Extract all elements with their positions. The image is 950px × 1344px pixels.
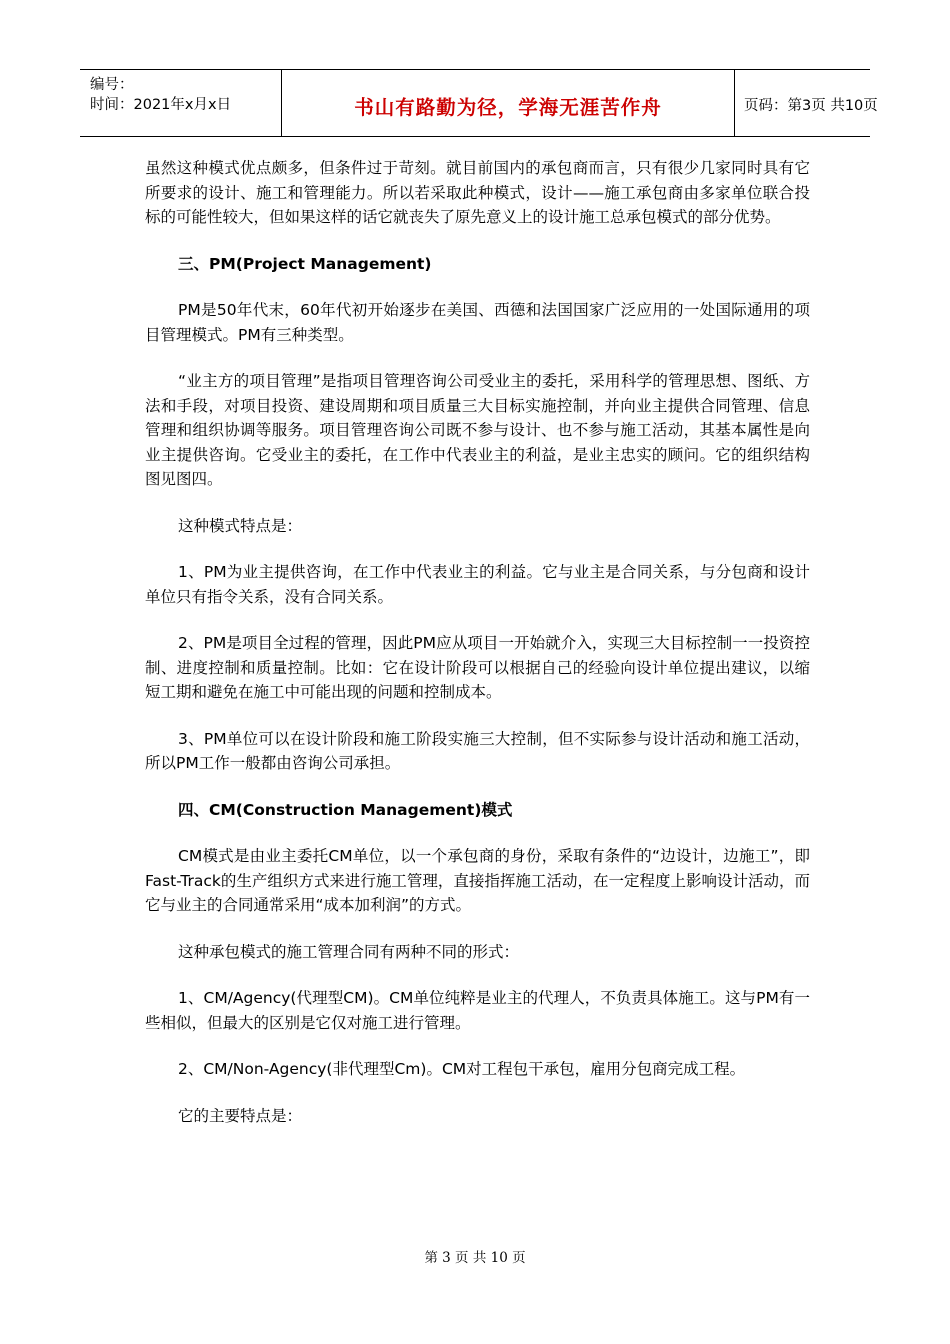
paragraph-continued: 虽然这种模式优点颇多，但条件过于苛刻。就目前国内的承包商而言，只有很少几家同时具有它所要求的设计、施工和管理能力。所以若采取此种模式，设计——施工承包商由多家单位联合投标的可能性较大，但如果这样的话它就丧失了原先意义上的设计施工总承包模式的部分优势。 (145, 159, 810, 226)
page-header-table (80, 69, 878, 137)
paragraph-owner-pm: “业主方的项目管理”是指项目管理咨询公司受业主的委托，采用科学的管理思想、图纸、方法和手段，对项目投资、建设周期和项目质量三大目标实施控制，并向业主提供合同管理、信息管理和组织协调等服务。项目管理咨询公司既不参与设计、也不参与施工活动，其基本属性是向业主提供咨询。它受业主的委托，在工作中代表业主的利益，是业主忠实的顾问。它的组织结构图见图四。 (145, 372, 810, 488)
paragraph-cm-agency: 1、CM/Agency(代理型CM)。CM单位纯粹是业主的代理人，不负责具体施工。这与PM有一些相似，但最大的区别是它仅对施工进行管理。 (145, 989, 810, 1032)
paragraph-pm-intro: PM是50年代末，60年代初开始逐步在美国、西德和法国国家广泛应用的一处国际通用的项目管理模式。PM有三种类型。 (145, 301, 810, 344)
page-footer: 第 3 页 共 10 页 (424, 1250, 526, 1266)
date-line: 时间：2021年x月x日 (90, 97, 232, 113)
paragraph-cm-intro: CM模式是由业主委托CM单位，以一个承包商的身份，采取有条件的“边设计，边施工”，即Fast-Track的生产组织方式来进行施工管理，直接指挥施工活动，在一定程度上影响设计活动，而它与业主的合同通常采用“成本加利润”的方式。 (145, 847, 810, 914)
paragraph-feature-2: 2、PM是项目全过程的管理，因此PM应从项目一开始就介入，实现三大目标控制一一投资控制、进度控制和质量控制。比如：它在设计阶段可以根据自己的经验向设计单位提出建议，以缩短工期和避免在施工中可能出现的问题和控制成本。 (145, 634, 810, 701)
section-heading-pm: 三、PM(Project Management) (178, 254, 432, 273)
paragraph-cm-non-agency: 2、CM/Non-Agency(非代理型Cm)。CM对工程包干承包，雇用分包商完成工程。 (178, 1060, 746, 1078)
paragraph-features-intro: 这种模式特点是： (178, 516, 303, 535)
header-page-number: 页码：第3页 共10页 (744, 98, 878, 114)
paragraph-feature-3: 3、PM单位可以在设计阶段和施工阶段实施三大控制，但不实际参与设计活动和施工活动，所以PM工作一般都由咨询公司承担。 (145, 729, 810, 772)
document-body (145, 156, 810, 1128)
section-heading-cm: 四、CM(Construction Management)模式 (178, 800, 513, 819)
header-info-cell (80, 70, 282, 136)
header-motto: 书山有路勤为径，学海无涯苦作舟 (354, 96, 662, 119)
serial-number-label: 编号： (90, 77, 134, 93)
header-page-cell (735, 70, 878, 136)
paragraph-feature-1: 1、PM为业主提供咨询，在工作中代表业主的利益。它与业主是合同关系，与分包商和设计单位只有指令关系，没有合同关系。 (145, 563, 810, 606)
header-motto-cell (282, 70, 735, 136)
paragraph-cm-forms: 这种承包模式的施工管理合同有两种不同的形式： (178, 942, 520, 961)
paragraph-main-features: 它的主要特点是： (178, 1106, 303, 1125)
